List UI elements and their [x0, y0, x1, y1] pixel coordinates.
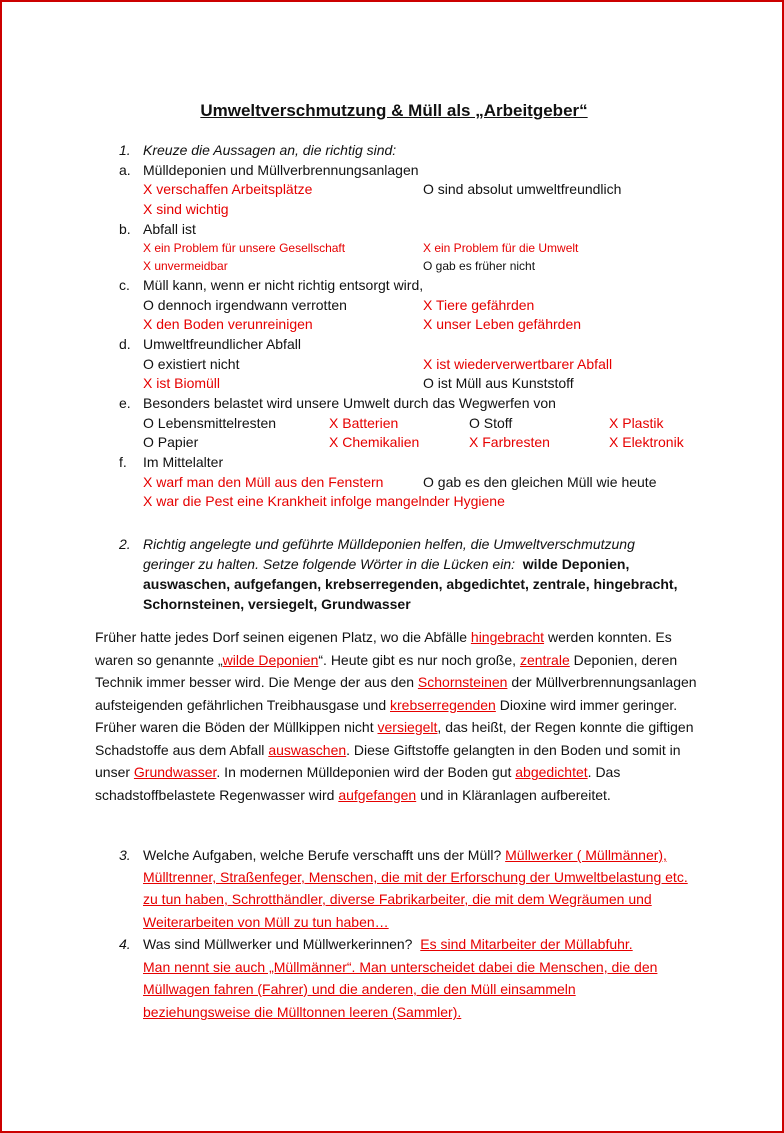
q2-line-1: Richtig angelegte und geführte Mülldeponien helfen, die Umweltverschmutzung [143, 536, 635, 552]
q3-answer-4: Weiterarbeiten von Müll zu tun haben… [143, 914, 389, 930]
cloze-answer-abgedichtet: abgedichtet [515, 764, 588, 780]
q1f-stem: Im Mittelalter [143, 454, 224, 470]
cloze-text: “. Heute gibt es nur noch große, [318, 651, 520, 668]
q1e-option-3: O Stoff [469, 415, 513, 431]
q1b-stem: Abfall ist [143, 221, 196, 237]
cloze-text: der Müllverbrennungsanlagen aufsteigenden gefährlichen Treibhausgase und [95, 674, 697, 713]
q4-number: 4. [119, 936, 131, 952]
q4-question: Was sind Müllwerker und Müllwerkerinnen? [143, 936, 413, 952]
q2-number: 2. [119, 536, 131, 552]
cloze-text: , das heißt, der Regen konnte die giftigen Schadstoffe aus dem Abfall [95, 719, 694, 758]
cloze-answer-aufgefangen: aufgefangen [338, 786, 417, 803]
q1d-option-2: X ist wiederverwertbarer Abfall [423, 356, 613, 372]
q3-question: Welche Aufgaben, welche Berufe verschafft uns der Müll? [143, 847, 502, 863]
q1-prompt: Kreuze die Aussagen an, die richtig sind: [143, 142, 397, 158]
cloze-answer-zentrale: zentrale [519, 651, 570, 668]
q1e-option-7: X Farbresten [469, 434, 550, 450]
q1c-option-4: X unser Leben gefährden [423, 316, 582, 332]
q1f-option-2: O gab es den gleichen Müll wie heute [423, 474, 657, 490]
q1e-option-5: O Papier [143, 434, 199, 450]
q2-line-2-text: geringer zu halten. Setze folgende Wörter in die Lücken ein: [143, 556, 516, 572]
cloze-answer-grundwasser: Grundwasser [133, 764, 217, 780]
q1e-option-2: X Batterien [329, 415, 399, 431]
q2-word-list-1: auswaschen, aufgefangen, krebserregenden, abgedichtet, zentrale, hingebracht, [143, 576, 678, 592]
cloze-answer-auswaschen: auswaschen [268, 741, 347, 758]
cloze-text: . In modernen Mülldeponien wird der Boden gut [216, 764, 516, 780]
q1e-option-1: O Lebensmittelresten [143, 415, 277, 431]
q1b-option-2: X ein Problem für die Umwelt [423, 241, 579, 255]
q1-number: 1. [119, 142, 131, 158]
cloze-answer-krebserregenden: krebserregenden [390, 696, 496, 713]
q1d-option-3: X ist Biomüll [143, 375, 221, 391]
q4-line-1 [143, 935, 633, 954]
q3-line-1 [143, 846, 667, 865]
cloze-text: Deponien, deren Technik immer besser wird. Die Menge der aus den [95, 651, 678, 690]
q1e-option-8: X Elektronik [609, 434, 684, 450]
q1e-stem: Besonders belastet wird unsere Umwelt durch das Wegwerfen von [143, 395, 556, 411]
q1c-stem: Müll kann, wenn er nicht richtig entsorgt wird, [143, 277, 424, 293]
q2-line-2-words: wilde Deponien, [522, 556, 630, 572]
cloze-answer-wilde-deponien: wilde Deponien [222, 651, 319, 668]
q1f-option-1: X warf man den Müll aus den Fenstern [143, 474, 384, 490]
q3-number: 3. [119, 847, 131, 863]
cloze-paragraph [95, 626, 707, 806]
q1f-option-3: X war die Pest eine Krankheit infolge mangelnder Hygiene [143, 493, 505, 509]
cloze-text: . Diese Giftstoffe gelangten in den Boden und somit in unser [95, 741, 681, 780]
q1e-option-6: X Chemikalien [329, 434, 420, 450]
cloze-text: werden konnten. Es waren so genannte „ [95, 629, 672, 668]
q4-answer-1: Es sind Mitarbeiter der Müllabfuhr. [420, 936, 633, 952]
page-title: Umweltverschmutzung & Müll als „Arbeitgeber“ [200, 101, 588, 120]
q1d-stem: Umweltfreundlicher Abfall [143, 336, 301, 352]
q1d-letter: d. [119, 336, 131, 352]
cloze-text: und in Kläranlagen aufbereitet. [416, 786, 611, 803]
q1c-letter: c. [119, 277, 130, 293]
q1f-letter: f. [119, 454, 127, 470]
q1a-option-3: X sind wichtig [143, 201, 229, 217]
q1c-option-2: X Tiere gefährden [423, 297, 535, 313]
q1a-letter: a. [119, 162, 131, 178]
q1c-option-3: X den Boden verunreinigen [143, 316, 313, 332]
q1a-option-2: O sind absolut umweltfreundlich [423, 181, 622, 197]
cloze-answer-schornsteinen: Schornsteinen [417, 674, 508, 690]
q1d-option-1: O existiert nicht [143, 356, 240, 372]
q1b-option-4: O gab es früher nicht [423, 259, 536, 273]
q2-line-2 [143, 555, 629, 574]
q3-answer-3: zu tun haben, Schrotthändler, diverse Fabrikarbeiter, die mit dem Wegräumen und [143, 891, 652, 907]
cloze-text: Früher hatte jedes Dorf seinen eigenen Platz, wo die Abfälle [95, 629, 471, 645]
q1b-option-1: X ein Problem für unsere Gesellschaft [143, 241, 346, 255]
q4-answer-4: beziehungsweise die Mülltonnen leeren (Sammler). [143, 1004, 462, 1020]
cloze-answer-hingebracht: hingebracht [470, 629, 545, 645]
q1b-option-3: X unvermeidbar [143, 259, 228, 273]
q1d-option-4: O ist Müll aus Kunststoff [423, 375, 574, 391]
q3-answer-1: Müllwerker ( Müllmänner), [505, 847, 667, 863]
q3-answer-2: Mülltrenner, Straßenfeger, Menschen, die mit der Erforschung der Umweltbelastung etc. [143, 869, 688, 885]
q4-answer-3: Müllwagen fahren (Fahrer) und die anderen, die den Müll einsammeln [143, 981, 576, 997]
q1a-stem: Mülldeponien und Müllverbrennungsanlagen [143, 162, 419, 178]
cloze-answer-versiegelt: versiegelt [377, 719, 438, 735]
q1a-option-1: X verschaffen Arbeitsplätze [143, 181, 313, 197]
q4-answer-2: Man nennt sie auch „Müllmänner“. Man unterscheidet dabei die Menschen, die den [143, 959, 658, 975]
q1e-option-4: X Plastik [609, 415, 664, 431]
q2-word-list-2: Schornsteinen, versiegelt, Grundwasser [143, 596, 411, 612]
q1e-letter: e. [119, 395, 131, 411]
q1b-letter: b. [119, 221, 131, 237]
cloze-text: Dioxine wird immer geringer. Früher waren die Böden der Müllkippen nicht [95, 696, 678, 735]
q1c-option-1: O dennoch irgendwann verrotten [143, 297, 347, 313]
cloze-text: . Das schadstoffbelastete Regenwasser wird [95, 764, 621, 803]
